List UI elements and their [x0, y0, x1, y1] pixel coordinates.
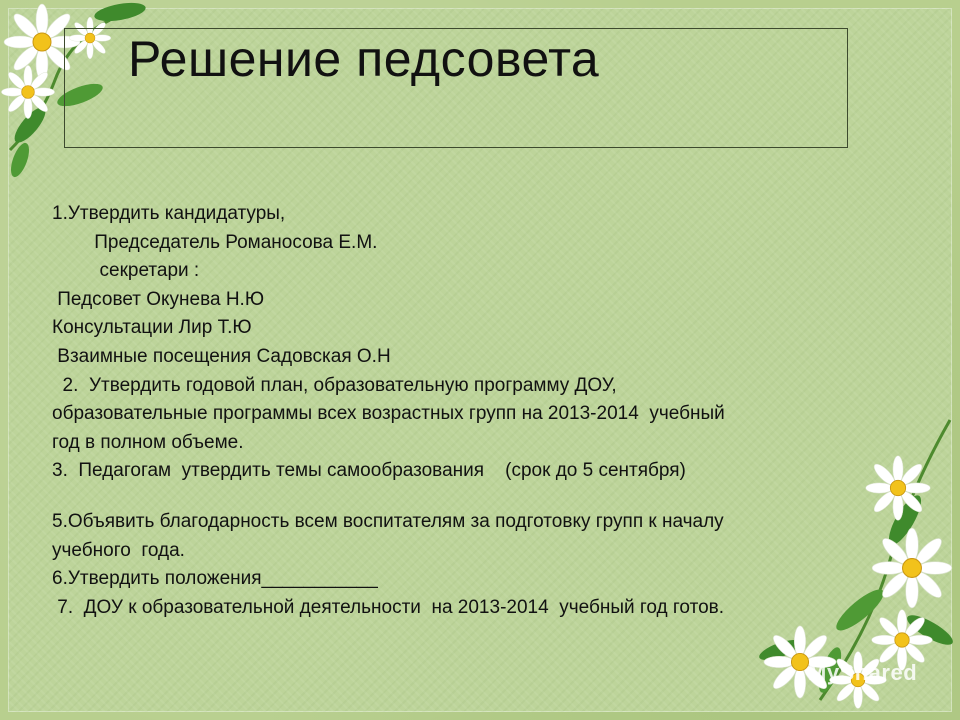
slide-title: Решение педсовета [128, 31, 600, 87]
body-line: Взаимные посещения Садовская О.Н [52, 345, 391, 367]
body-line: 7. ДОУ к образовательной деятельности на 2013-2014 учебный год готов. [52, 596, 725, 618]
body-line: образовательные программы всех возрастных групп на 2013-2014 учебный [52, 403, 725, 425]
body-line: 5.Объявить благодарность всем воспитателям за подготовку групп к началу [52, 510, 724, 532]
body-line: 3. Педагогам утвердить темы самообразования (срок до 5 сентября) [52, 460, 686, 482]
body-line: Председатель Романосова Е.М. [52, 231, 378, 253]
body-line: год в полном объеме. [52, 431, 244, 453]
body-line: 1.Утвердить кандидатуры, [52, 203, 286, 224]
body-line: 2. Утвердить годовой план, образовательную программу ДОУ, [52, 374, 617, 396]
body-line-blank [52, 486, 912, 508]
body-line: Консультации Лир Т.Ю [52, 317, 252, 339]
body-line: Педсовет Окунева Н.Ю [52, 288, 265, 310]
watermark-logo: MyShared [808, 660, 918, 685]
body-line: учебного года. [52, 539, 185, 561]
slide-body [52, 200, 912, 622]
body-line: секретари : [52, 260, 200, 282]
body-line: 6.Утвердить положения___________ [52, 568, 378, 590]
